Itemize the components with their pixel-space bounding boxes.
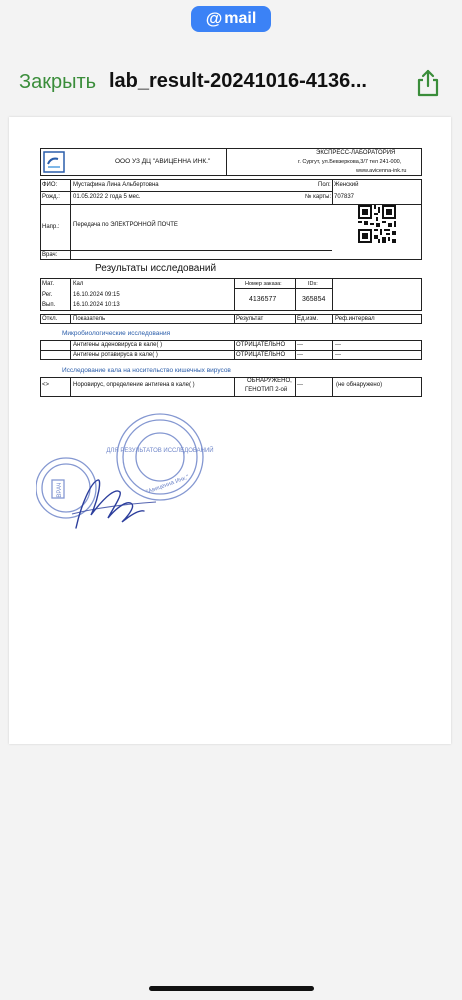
table-row-name: Норовирус, определение антигена в кале( ) [73,382,195,388]
order-number-label: Номер заказа: [245,281,282,287]
qr-code-icon [358,205,396,243]
lab-title: ЭКСПРЕСС-ЛАБОРАТОРИЯ [316,150,396,156]
napr-label: Напр.: [42,224,60,230]
mat-label: Мат. [42,281,55,287]
clinic-logo-icon [43,151,65,173]
table-row-unit: --- [297,352,303,358]
table-row-name: Антигены ротавируса в кале( ) [73,352,158,358]
table-row-result: ГЕНОТИП 2-ой [245,387,288,393]
ids-label: IDs: [308,281,318,287]
fio-label: ФИО: [42,182,58,188]
section-title: Микробиологические исследования [62,330,171,337]
table-row-result: ОБНАРУЖЕНО, [247,378,292,384]
stamp-text: ДЛЯ РЕЗУЛЬТАТОВ ИССЛЕДОВАНИЙ [106,448,214,454]
napr-value: Передача по ЭЛЕКТРОННОЙ ПОЧТЕ [73,222,178,228]
order-number: 4136577 [249,296,277,303]
card-label: № карты: [305,194,332,200]
vyp-label: Вып. [42,302,56,308]
patient-sex: Женский [334,182,359,188]
back-to-mail-button[interactable] [191,6,271,32]
section-title: Исследование кала на носительство кишечных вирусов [62,367,231,374]
reg-label: Рег. [42,292,53,298]
stamp-signature-image [36,410,216,550]
patient-name: Мустафина Лина Альбертовна [73,182,159,188]
table-row-unit: --- [297,382,303,388]
ids-value: 365854 [302,296,326,303]
mat-value: Кал [73,281,84,287]
col-ref: Реф.интервал [335,316,375,322]
mail-label: mail [224,10,257,27]
birth-label: Рожд.: [42,194,60,200]
table-row-ref: --- [335,352,341,358]
lab-address: г. Сургут, ул.Бевзеркова,3/7 тел 241-000, [298,159,402,165]
vyp-value: 16.10.2024 10:13 [73,302,120,308]
home-indicator [149,986,314,991]
sex-label: Пол: [318,182,331,188]
patient-birth: 01.05.2022 2 года 5 мес. [73,194,141,200]
table-row-dev: <> [42,382,50,388]
table-row-unit: --- [297,342,303,348]
stamp-text: ВРАЧ [57,482,63,498]
share-icon[interactable] [414,68,442,98]
col-result: Результат [236,316,264,322]
preview-navbar [0,60,462,106]
close-button[interactable]: Закрыть [19,71,97,93]
table-row-result: ОТРИЦАТЕЛЬНО [236,342,286,348]
org-name: ООО УЗ ДЦ "АВИЦЕННА ИНК." [115,158,211,165]
reg-value: 16.10.2024 09:15 [73,292,120,298]
results-title: Результаты исследований [95,263,217,274]
table-row-ref: (не обнаружено) [336,382,383,388]
doctor-label: Врач: [42,252,58,258]
col-dev: Откл. [42,316,58,322]
stamp-text: "Авиценна Инк." [145,474,190,496]
col-name: Показатель [73,316,106,322]
at-icon: @ [205,9,223,28]
col-unit: Ед.изм. [297,316,319,322]
table-row-name: Антигены аденовируса в кале( ) [73,342,163,348]
lab-site: www.avicenna-ink.ru [356,168,407,174]
file-title: lab_result-20241016-4136... [109,70,367,92]
table-row-ref: --- [335,342,341,348]
table-row-result: ОТРИЦАТЕЛЬНО [236,352,286,358]
card-number: 707837 [334,194,355,200]
